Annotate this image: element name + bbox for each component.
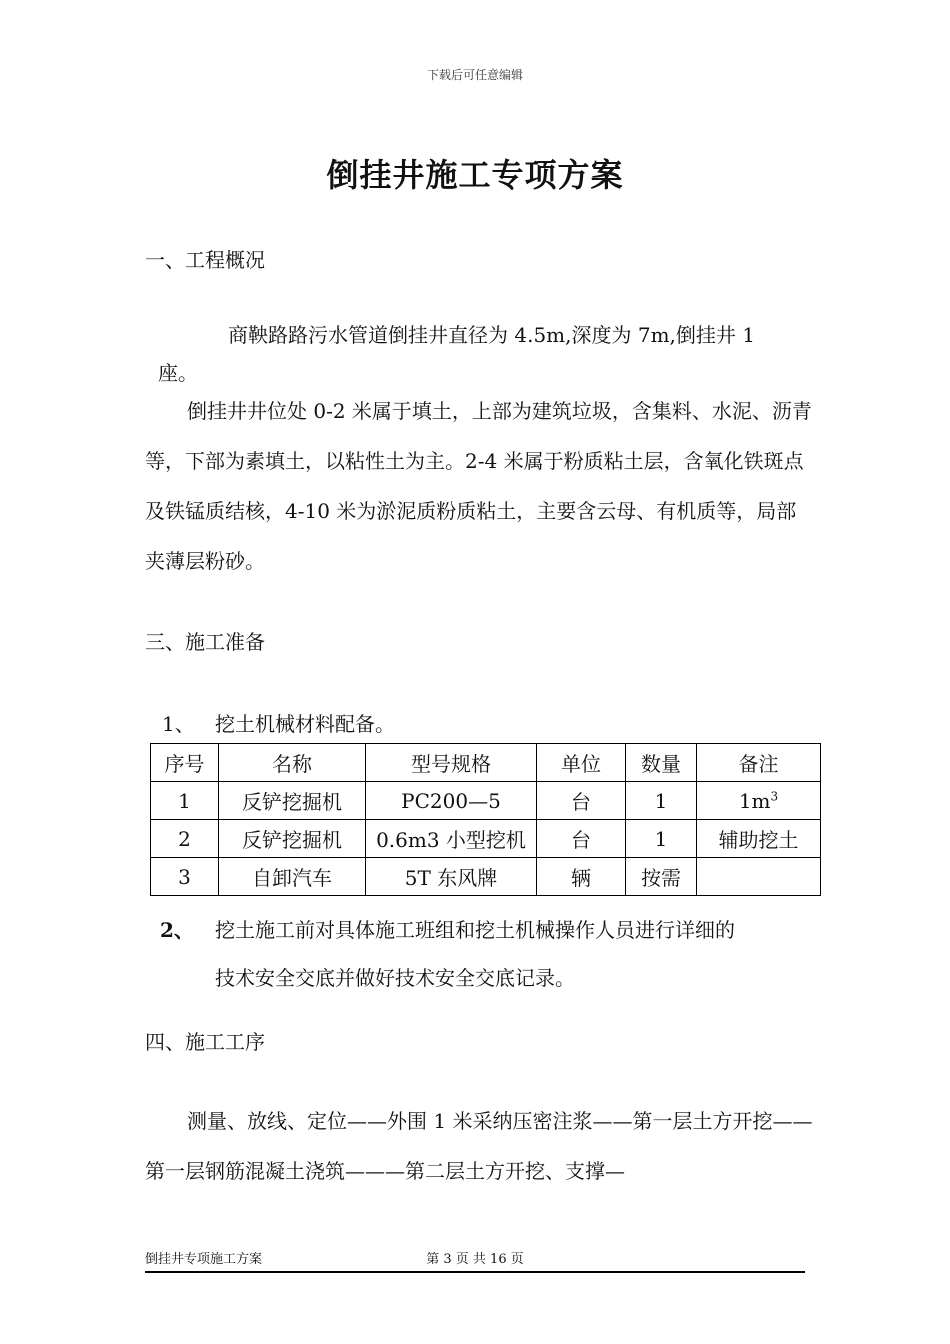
table-cell: 自卸汽车 [219,858,366,896]
page-title: 倒挂井施工专项方案 [326,156,624,194]
table-row [151,820,821,858]
unit-exponent: 3 [770,788,779,803]
table-cell: 按需 [626,858,697,896]
table-row [151,782,821,820]
table-cell [697,858,821,896]
footer-divider [145,1271,805,1273]
section-heading-preparation: 三、施工准备 [145,630,265,654]
table-cell: 台 [537,782,626,820]
table-header-cell: 备注 [697,744,821,782]
table-row [151,858,821,896]
table-cell: 反铲挖掘机 [219,820,366,858]
table-cell [697,782,821,820]
table-cell: 反铲挖掘机 [219,782,366,820]
table-cell: 1 [626,782,697,820]
table-header-cell: 名称 [219,744,366,782]
list-item-1-number: 1、 [162,712,195,736]
table-cell: 辅助挖土 [697,820,821,858]
overview-paragraph-1-line1: 商鞅路路污水管道倒挂井直径为 4.5m,深度为 7m,倒挂井 1 [228,323,755,347]
table-cell: 1 [151,782,219,820]
equipment-table [150,743,821,896]
table-header-cell: 数量 [626,744,697,782]
section-heading-overview: 一、工程概况 [145,248,265,272]
list-item-1-text: 挖土机械材料配备。 [215,712,395,736]
section-heading-procedure: 四、施工工序 [145,1030,265,1054]
procedure-paragraph: 测量、放线、定位——外围 1 米采纳压密注浆——第一层土方开挖——第一层钢筋混凝土浇筑———第二层土方开挖、支撑— [145,1109,813,1183]
list-item-2-number: 2、 [160,918,194,942]
table-cell: 2 [151,820,219,858]
table-header-cell: 型号规格 [366,744,537,782]
unit-base: 1m [738,788,771,813]
table-cell: PC200—5 [366,782,537,820]
list-item-2-line1: 挖土施工前对具体施工班组和挖土机械操作人员进行详细的 [215,918,735,942]
table-cell: 5T 东风牌 [366,858,537,896]
overview-paragraph-1 [158,316,818,392]
table-cell: 1 [626,820,697,858]
footer-page-number: 第 3 页 共 16 页 [426,1252,524,1267]
list-item-2-line2: 技术安全交底并做好技术安全交底记录。 [215,966,575,990]
table-header-cell: 序号 [151,744,219,782]
table-cell: 0.6m3 小型挖机 [366,820,537,858]
overview-paragraph-2: 倒挂井井位处 0-2 米属于填土，上部为建筑垃圾，含集料、水泥、沥青等，下部为素填土，以粘性土为主。2-4 米属于粉质粘土层，含氧化铁斑点及铁锰质结核，4-10 米为淤泥质粉质粘土，主要含云母、有机质等，局部夹薄层粉砂。 [145,399,812,573]
overview-paragraph-1-line2: 座。 [158,361,198,385]
footer-document-name: 倒挂井专项施工方案 [145,1252,263,1267]
table-cell: 3 [151,858,219,896]
table-header-cell: 单位 [537,744,626,782]
table-cell: 台 [537,820,626,858]
table-cell: 辆 [537,858,626,896]
table-header-row [151,744,821,782]
header-note: 下载后可任意编辑 [426,68,523,82]
